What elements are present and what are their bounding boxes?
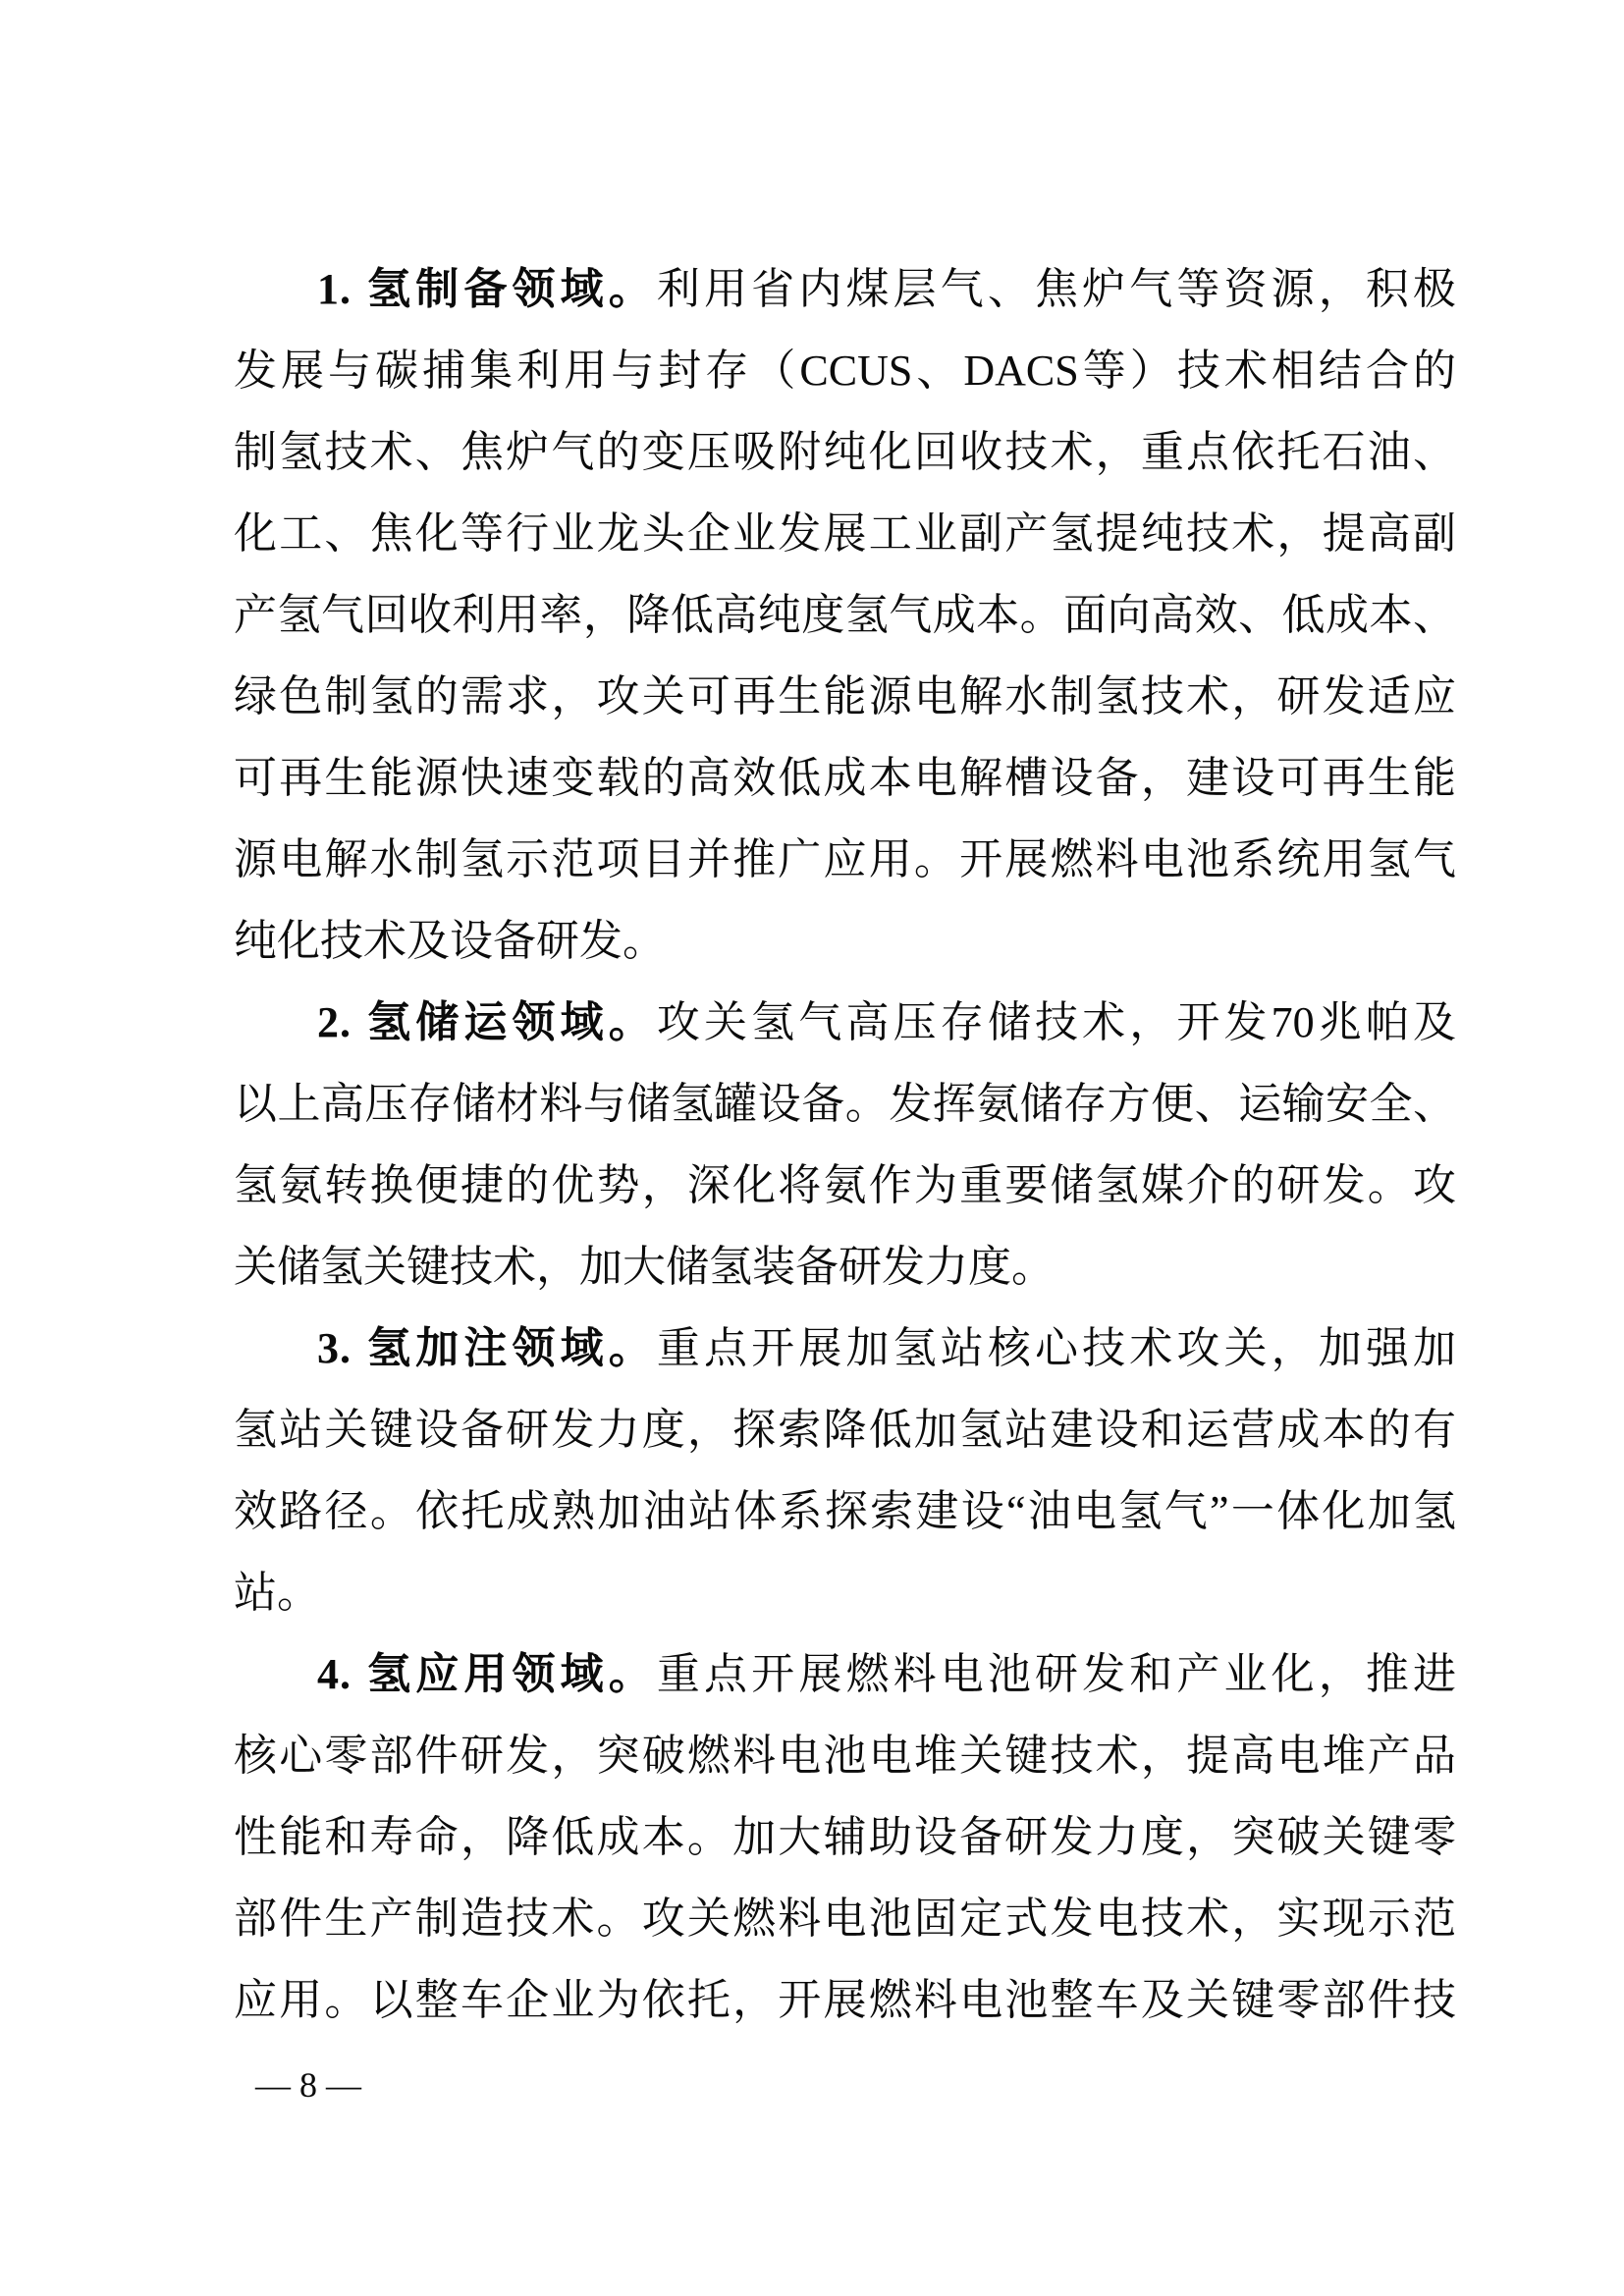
text-line: 氢站关键设备研发力度，探索降低加氢站建设和运营成本的有 [234,1406,1456,1454]
text-line: 性能和寿命，降低成本。加大辅助设备研发力度，突破关键零 [234,1813,1456,1861]
text-line: 产氢气回收利用率，降低高纯度氢气成本。面向高效、低成本、 [234,591,1456,639]
text-line: 可再生能源快速变载的高效低成本电解槽设备，建设可再生能 [234,754,1456,802]
text-line: 发展与碳捕集利用与封存（CCUS、DACS等）技术相结合的 [234,347,1456,395]
document-body [234,257,1456,2050]
text-line: 以上高压存储材料与储氢罐设备。发挥氨储存方便、运输安全、 [234,1080,1456,1128]
text-line: 站。 [234,1569,320,1617]
text-line: 3. 氢加注领域。重点开展加氢站核心技术攻关，加强加 [317,1324,1457,1372]
text-line: 应用。以整车企业为依托，开展燃料电池整车及关键零部件技 [234,1976,1456,2024]
text-line: 4. 氢应用领域。重点开展燃料电池研发和产业化，推进 [317,1650,1457,1698]
text-line: 纯化技术及设备研发。 [234,917,666,965]
section-heading: 4. 氢应用领域。 [317,1650,657,1698]
section-heading: 2. 氢储运领域。 [317,998,657,1046]
page-footer [255,2061,361,2109]
text-line: 源电解水制氢示范项目并推广应用。开展燃料电池系统用氢气 [234,835,1456,883]
section-heading: 3. 氢加注领域。 [317,1324,657,1372]
text-line: 2. 氢储运领域。攻关氢气高压存储技术，开发70兆帕及 [317,998,1457,1046]
text-line: 1. 氢制备领域。利用省内煤层气、焦炉气等资源，积极 [317,265,1457,313]
section-heading: 1. 氢制备领域。 [317,265,657,313]
text-line: 绿色制氢的需求，攻关可再生能源电解水制氢技术，研发适应 [234,672,1456,721]
text-line: 部件生产制造技术。攻关燃料电池固定式发电技术，实现示范 [234,1895,1456,1943]
text-line: 制氢技术、焦炉气的变压吸附纯化回收技术，重点依托石油、 [234,428,1456,476]
text-line: 核心零部件研发，突破燃料电池电堆关键技术，提高电堆产品 [234,1732,1456,1780]
text-line: 关储氢关键技术，加大储氢装备研发力度。 [234,1243,1055,1291]
text-line: 氢氨转换便捷的优势，深化将氨作为重要储氢媒介的研发。攻 [234,1161,1456,1209]
text-line: 化工、焦化等行业龙头企业发展工业副产氢提纯技术，提高副 [234,509,1456,558]
text-line: 效路径。依托成熟加油站体系探索建设“油电氢气”一体化加氢 [234,1487,1456,1535]
page-number: — 8 — [255,2065,361,2105]
